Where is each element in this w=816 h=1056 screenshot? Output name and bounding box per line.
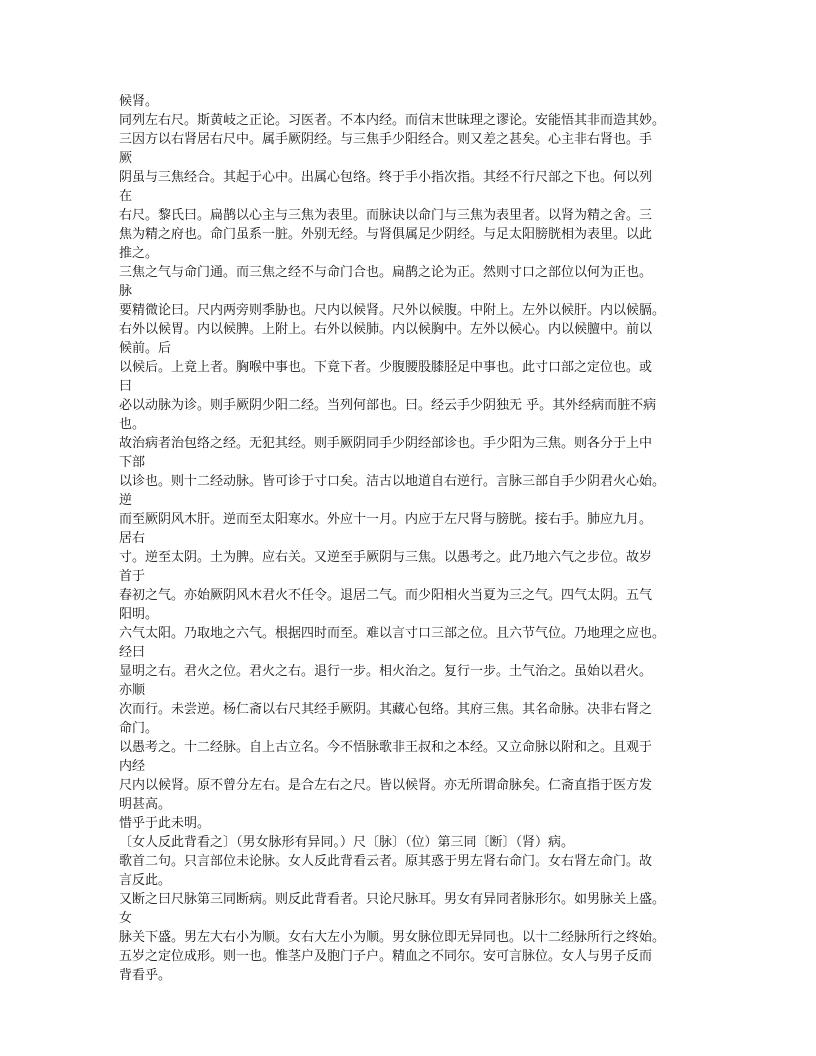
text-line: 曰 [119, 379, 133, 394]
text-line: 厥 [119, 151, 133, 166]
text-line: 推之。 [119, 246, 159, 261]
text-line: 而至厥阴风木肝。逆而至太阳寒水。外应十一月。内应于左尺肾与膀胱。接右手。肺应九月。 [119, 512, 653, 527]
text-line: 脉 [119, 284, 133, 299]
text-line: 尺内以候肾。原不曾分左右。是合左右之尺。皆以候肾。亦无所谓命脉矣。仁斋直指于医方发 [119, 778, 653, 793]
text-line: 逆 [119, 493, 133, 508]
text-line: 惜乎于此未明。 [119, 816, 211, 831]
text-line: 显明之右。君火之位。君火之右。退行一步。相火治之。复行一步。土气治之。虽始以君火。 [119, 664, 653, 679]
text-line: 首于 [119, 569, 146, 584]
text-line: 同列左右尺。斯黄岐之正论。习医者。不本内经。而信末世昧理之谬论。安能悟其非而造其妙。 [119, 113, 666, 128]
text-line: 脉关下盛。男左大右小为顺。女右大左小为顺。男女脉位即无异同也。以十二经脉所行之终始。 [119, 930, 666, 945]
text-line: 内经 [119, 759, 146, 774]
text-line: 必以动脉为诊。则手厥阴少阳二经。当列何部也。曰。经云手少阴独无 乎。其外经病而脏不病 [119, 398, 657, 413]
text-line: 歌首二句。只言部位未论脉。女人反此背看云者。原其惑于男左肾右命门。女右肾左命门。故 [119, 854, 653, 869]
text-line: 焦为精之府也。命门虽系一脏。外别无经。与肾俱属足少阴经。与足太阳膀胱相为表里。以此 [119, 227, 653, 242]
text-line: 三焦之气与命门通。而三焦之经不与命门合也。扁鹊之论为正。然则寸口之部位以何为正也。 [119, 265, 653, 280]
text-line: 经曰 [119, 645, 146, 660]
text-line: 以愚考之。十二经脉。自上古立名。今不悟脉歌非王叔和之本经。又立命脉以附和之。且观于 [119, 740, 653, 755]
text-line: 五岁之定位成形。则一也。惟茎户及胞门子户。精血之不同尔。安可言脉位。女人与男子反而 [119, 949, 653, 964]
text-line: 背看乎。 [119, 968, 172, 983]
text-line: 阳明。 [119, 607, 159, 622]
text-line: 右外以候胃。内以候脾。上附上。右外以候肺。内以候胸中。左外以候心。内以候膻中。前以 [119, 322, 653, 337]
text-line: 又断之曰尺脉第三同断病。则反此背看者。只论尺脉耳。男女有异同者脉形尔。如男脉关上盛。 [119, 892, 666, 907]
text-line: 春初之气。亦始厥阴风木君火不任令。退居二气。而少阳相火当夏为三之气。四气太阴。五气 [119, 588, 653, 603]
text-line: 故治病者治包络之经。无犯其经。则手厥阴同手少阴经部诊也。手少阳为三焦。则各分于上中 [119, 436, 653, 451]
text-line: 也。 [119, 417, 146, 432]
text-line: 〔女人反此背看之〕（男女脉形有异同。）尺〔脉〕（位）第三同〔断〕（肾）病。 [119, 835, 575, 850]
text-line: 以诊也。则十二经动脉。皆可诊于寸口矣。洁古以地道自右逆行。言脉三部自手少阴君火心始。 [119, 474, 666, 489]
text-line: 三因方以右肾居右尺中。属手厥阴经。与三焦手少阳经合。则又差之甚矣。心主非右肾也。手 [119, 132, 653, 147]
text-line: 女 [119, 911, 133, 926]
text-line: 明甚高。 [119, 797, 172, 812]
text-line: 亦顺 [119, 683, 146, 698]
text-line: 寸。逆至太阴。土为脾。应右关。又逆至手厥阴与三焦。以愚考之。此乃地六气之步位。故岁 [119, 550, 653, 565]
text-line: 命门。 [119, 721, 159, 736]
text-line: 候肾。 [119, 94, 159, 109]
text-line: 以候后。上竟上者。胸喉中事也。下竟下者。少腹腰股膝胫足中事也。此寸口部之定位也。或 [119, 360, 653, 375]
document-page [119, 92, 699, 985]
text-line: 次而行。未尝逆。杨仁斋以右尺其经手厥阴。其藏心包络。其府三焦。其名命脉。决非右肾之 [119, 702, 653, 717]
text-line: 在 [119, 189, 133, 204]
text-line: 要精微论曰。尺内两旁则季胁也。尺内以候肾。尺外以候腹。中附上。左外以候肝。内以候膈。 [119, 303, 666, 318]
text-line: 居右 [119, 531, 146, 546]
text-line: 右尺。黎氏曰。扁鹊以心主与三焦为表里。而脉诀以命门与三焦为表里者。以肾为精之舍。三 [119, 208, 653, 223]
text-line: 六气太阳。乃取地之六气。根据四时而至。难以言寸口三部之位。且六节气位。乃地理之应也。 [119, 626, 666, 641]
text-line: 阴虽与三焦经合。其起于心中。出属心包络。终于手小指次指。其经不行尺部之下也。何以列 [119, 170, 653, 185]
text-line: 候前。后 [119, 341, 172, 356]
text-line: 下部 [119, 455, 146, 470]
text-line: 言反此。 [119, 873, 172, 888]
